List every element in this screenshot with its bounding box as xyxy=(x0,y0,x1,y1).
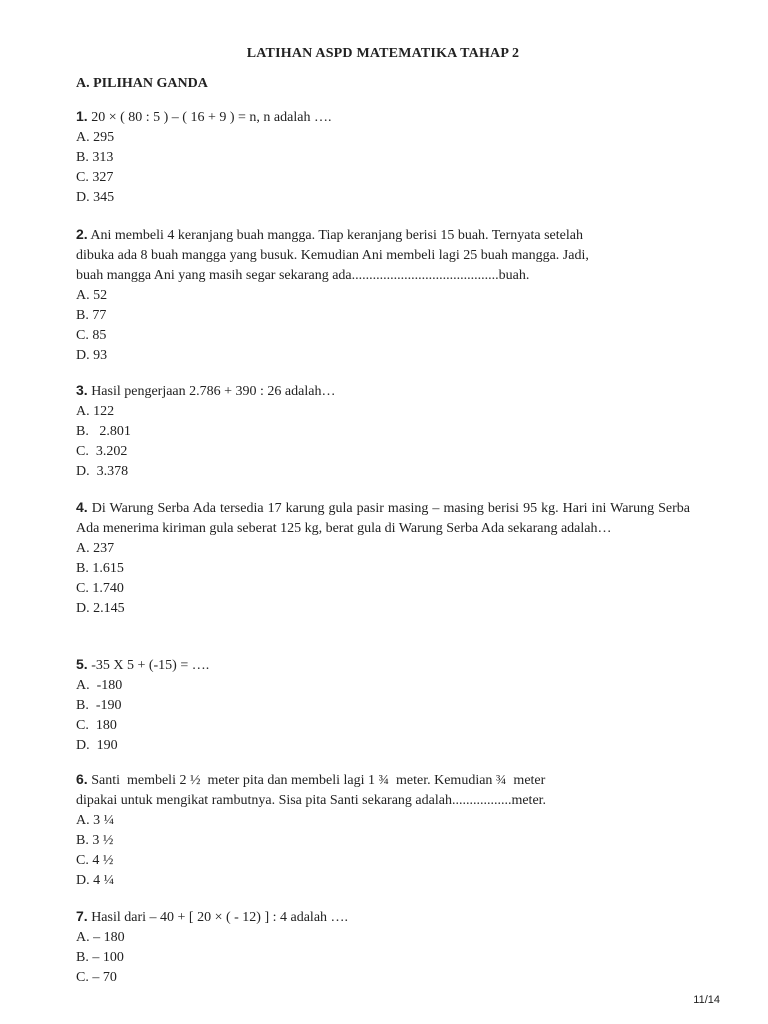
question-number: 7. xyxy=(76,908,88,924)
option-d: D. 4 ¼ xyxy=(76,873,115,888)
option-d: D. 190 xyxy=(76,738,118,753)
option-d: D. 3.378 xyxy=(76,464,129,479)
question-text-line-1: Ani membeli 4 keranjang buah mangga. Tiap keranjang berisi 15 buah. Ternyata setelah xyxy=(90,228,583,243)
question-number: 1. xyxy=(76,108,88,124)
option-c: C. 4 ½ xyxy=(76,853,114,868)
question-number: 4. xyxy=(76,499,88,515)
question-7 xyxy=(76,906,690,988)
option-c: C. 85 xyxy=(76,328,107,343)
question-text-line-2: dipakai untuk mengikat rambutnya. Sisa pita Santi sekarang adalah.................meter. xyxy=(76,793,547,808)
question-text: Di Warung Serba Ada tersedia 17 karung gula pasir masing – masing berisi 95 kg. Hari ini Warung Serba Ada menerima kiriman gula seberat 125 kg, berat gula di Warung Serba Ada sekarang adalah… xyxy=(76,501,691,536)
option-d: D. 345 xyxy=(76,190,115,205)
question-4 xyxy=(76,497,690,619)
option-c: C. 3.202 xyxy=(76,444,128,459)
question-text: 20 × ( 80 : 5 ) – ( 16 + 9 ) = n, n adalah …. xyxy=(91,110,332,125)
option-a: A. 52 xyxy=(76,288,108,303)
question-number: 3. xyxy=(76,382,88,398)
option-a: A. – 180 xyxy=(76,930,125,945)
document-page xyxy=(76,0,690,1024)
question-1 xyxy=(76,106,690,208)
option-b: B. 1.615 xyxy=(76,561,124,576)
question-2 xyxy=(76,224,690,366)
option-b: B. 3 ½ xyxy=(76,833,114,848)
question-number: 5. xyxy=(76,656,88,672)
option-a: A. -180 xyxy=(76,678,123,693)
question-text: -35 X 5 + (-15) = …. xyxy=(91,658,210,673)
option-a: A. 122 xyxy=(76,404,115,419)
section-heading: A. PILIHAN GANDA xyxy=(76,76,208,91)
option-c: C. 327 xyxy=(76,170,114,185)
question-6 xyxy=(76,769,690,891)
question-5 xyxy=(76,654,690,756)
question-text: Hasil pengerjaan 2.786 + 390 : 26 adalah… xyxy=(91,384,336,399)
option-b: B. 313 xyxy=(76,150,114,165)
option-a: A. 3 ¼ xyxy=(76,813,115,828)
document-title: LATIHAN ASPD MATEMATIKA TAHAP 2 xyxy=(246,46,520,61)
question-text-line-1: Santi membeli 2 ½ meter pita dan membeli lagi 1 ¾ meter. Kemudian ¾ meter xyxy=(91,773,546,788)
option-c: C. 180 xyxy=(76,718,117,733)
question-text: Hasil dari – 40 + [ 20 × ( - 12) ] : 4 adalah …. xyxy=(91,910,349,925)
option-d: D. 2.145 xyxy=(76,601,125,616)
question-text-line-2: dibuka ada 8 buah mangga yang busuk. Kemudian Ani membeli lagi 25 buah mangga. Jadi, xyxy=(76,248,589,263)
question-number: 6. xyxy=(76,771,88,787)
option-b: B. – 100 xyxy=(76,950,124,965)
question-number: 2. xyxy=(76,226,88,242)
option-c: C. 1.740 xyxy=(76,581,124,596)
option-b: B. -190 xyxy=(76,698,122,713)
option-b: B. 2.801 xyxy=(76,424,131,439)
question-3 xyxy=(76,380,690,482)
option-a: A. 295 xyxy=(76,130,115,145)
page-number: 11/14 xyxy=(693,994,720,1006)
option-b: B. 77 xyxy=(76,308,107,323)
option-c: C. – 70 xyxy=(76,970,117,985)
option-d: D. 93 xyxy=(76,348,108,363)
question-text-line-3: buah mangga Ani yang masih segar sekarang ada..........................................buah. xyxy=(76,268,530,283)
option-a: A. 237 xyxy=(76,541,115,556)
